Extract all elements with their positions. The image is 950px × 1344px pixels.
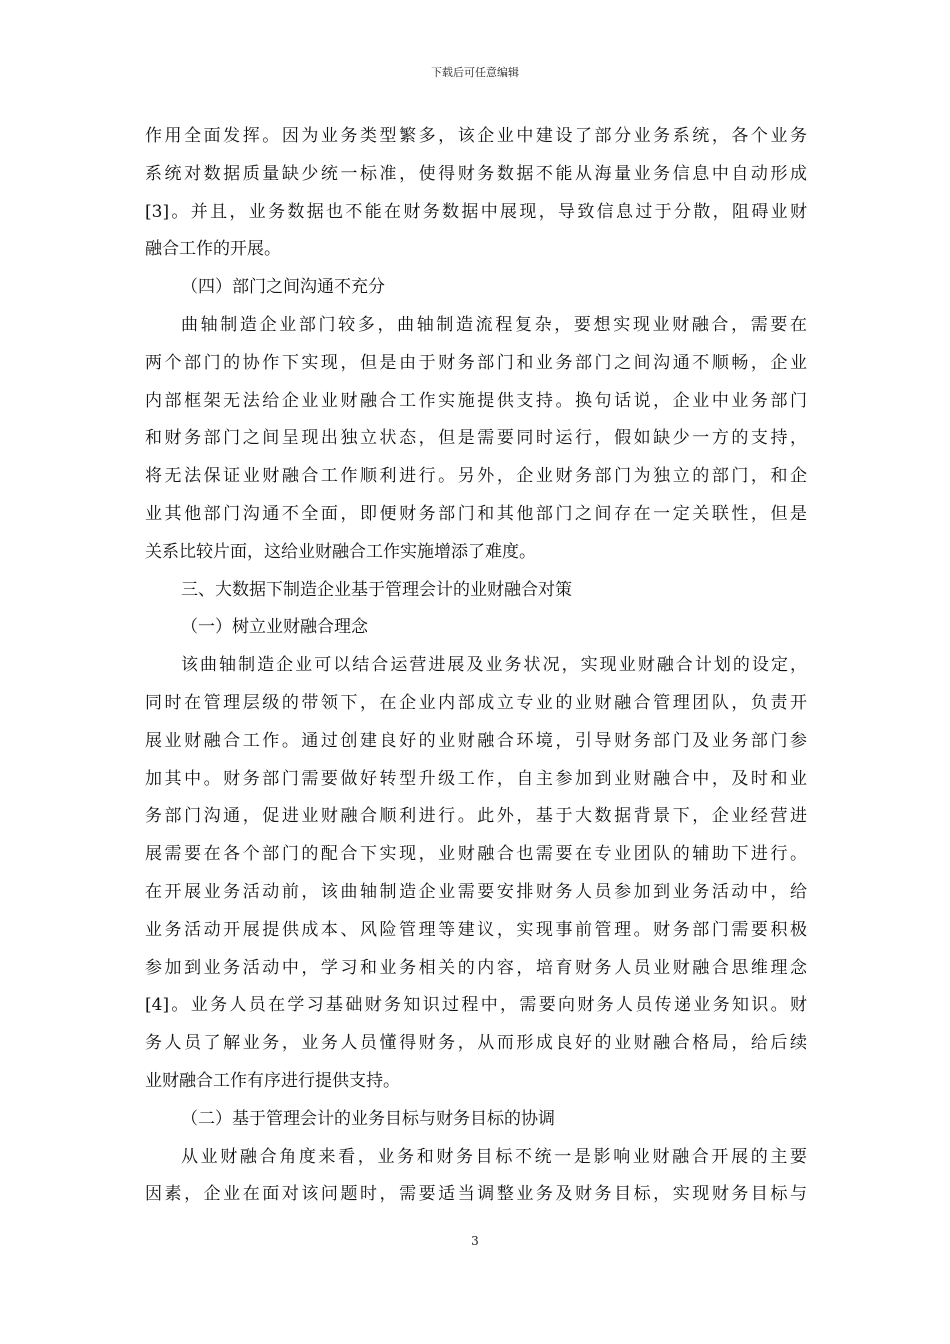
text-line: 业其他部门沟通不全面，即便财务部门和其他部门之间存在一定关联性，但是 bbox=[145, 503, 807, 524]
text-line: 同时在管理层级的带领下，在企业内部成立专业的业财融合管理团队，负责开 bbox=[145, 692, 807, 713]
text-line: 系统对数据质量缺少统一标准，使得财务数据不能从海量业务信息中自动形成 bbox=[145, 163, 807, 184]
text-line: [4]。业务人员在学习基础财务知识过程中，需要向财务人员传递业务知识。财 bbox=[145, 995, 807, 1016]
text-line: 参加到业务活动中，学习和业务相关的内容，培育财务人员业财融合思维理念 bbox=[145, 957, 807, 978]
text-line: 将无法保证业财融合工作顺利进行。另外，企业财务部门为独立的部门，和企 bbox=[145, 466, 807, 487]
text-line: 两个部门的协作下实现，但是由于财务部门和业务部门之间沟通不顺畅，企业 bbox=[145, 352, 807, 373]
section-heading: （一）树立业财融合理念 bbox=[181, 617, 368, 638]
text-line: 务人员了解业务，业务人员懂得财务，从而形成良好的业财融合格局，给后续 bbox=[145, 1033, 807, 1054]
text-line: [3]。并且，业务数据也不能在财务数据中展现，导致信息过于分散，阻碍业财 bbox=[145, 201, 807, 222]
section-heading: （四）部门之间沟通不充分 bbox=[181, 277, 385, 298]
page-number: 3 bbox=[471, 1234, 479, 1248]
text-line: 内部框架无法给企业业财融合工作实施提供支持。换句话说，企业中业务部门 bbox=[145, 390, 807, 411]
text-line: 曲轴制造企业部门较多，曲轴制造流程复杂，要想实现业财融合，需要在 bbox=[181, 314, 807, 335]
section-heading: （二）基于管理会计的业务目标与财务目标的协调 bbox=[181, 1108, 555, 1129]
text-line: 关系比较片面，这给业财融合工作实施增添了难度。 bbox=[145, 541, 536, 562]
text-line: 展业财融合工作。通过创建良好的业财融合环境，引导财务部门及业务部门参 bbox=[145, 730, 807, 751]
document-body bbox=[145, 118, 807, 1214]
text-line: 和财务部门之间呈现出独立状态，但是需要同时运行，假如缺少一方的支持， bbox=[145, 428, 807, 449]
page-header: 下载后可任意编辑 bbox=[431, 66, 519, 79]
text-line: 因素，企业在面对该问题时，需要适当调整业务及财务目标，实现财务目标与 bbox=[145, 1184, 807, 1205]
text-line: 业财融合工作有序进行提供支持。 bbox=[145, 1070, 400, 1091]
text-line: 业务活动开展提供成本、风险管理等建议，实现事前管理。财务部门需要积极 bbox=[145, 919, 807, 940]
text-line: 作用全面发挥。因为业务类型繁多，该企业中建设了部分业务系统，各个业务 bbox=[145, 126, 807, 146]
text-line: 融合工作的开展。 bbox=[145, 239, 281, 260]
text-line: 该曲轴制造企业可以结合运营进展及业务状况，实现业财融合计划的设定， bbox=[181, 655, 807, 676]
text-line: 展需要在各个部门的配合下实现，业财融合也需要在专业团队的辅助下进行。 bbox=[145, 844, 807, 865]
text-line: 在开展业务活动前，该曲轴制造企业需要安排财务人员参加到业务活动中，给 bbox=[145, 881, 807, 902]
section-heading: 三、大数据下制造企业基于管理会计的业财融合对策 bbox=[181, 579, 572, 600]
text-line: 加其中。财务部门需要做好转型升级工作，自主参加到业财融合中，及时和业 bbox=[145, 768, 807, 789]
text-line: 从业财融合角度来看，业务和财务目标不统一是影响业财融合开展的主要 bbox=[181, 1146, 807, 1167]
text-line: 务部门沟通，促进业财融合顺利进行。此外，基于大数据背景下，企业经营进 bbox=[145, 806, 807, 827]
